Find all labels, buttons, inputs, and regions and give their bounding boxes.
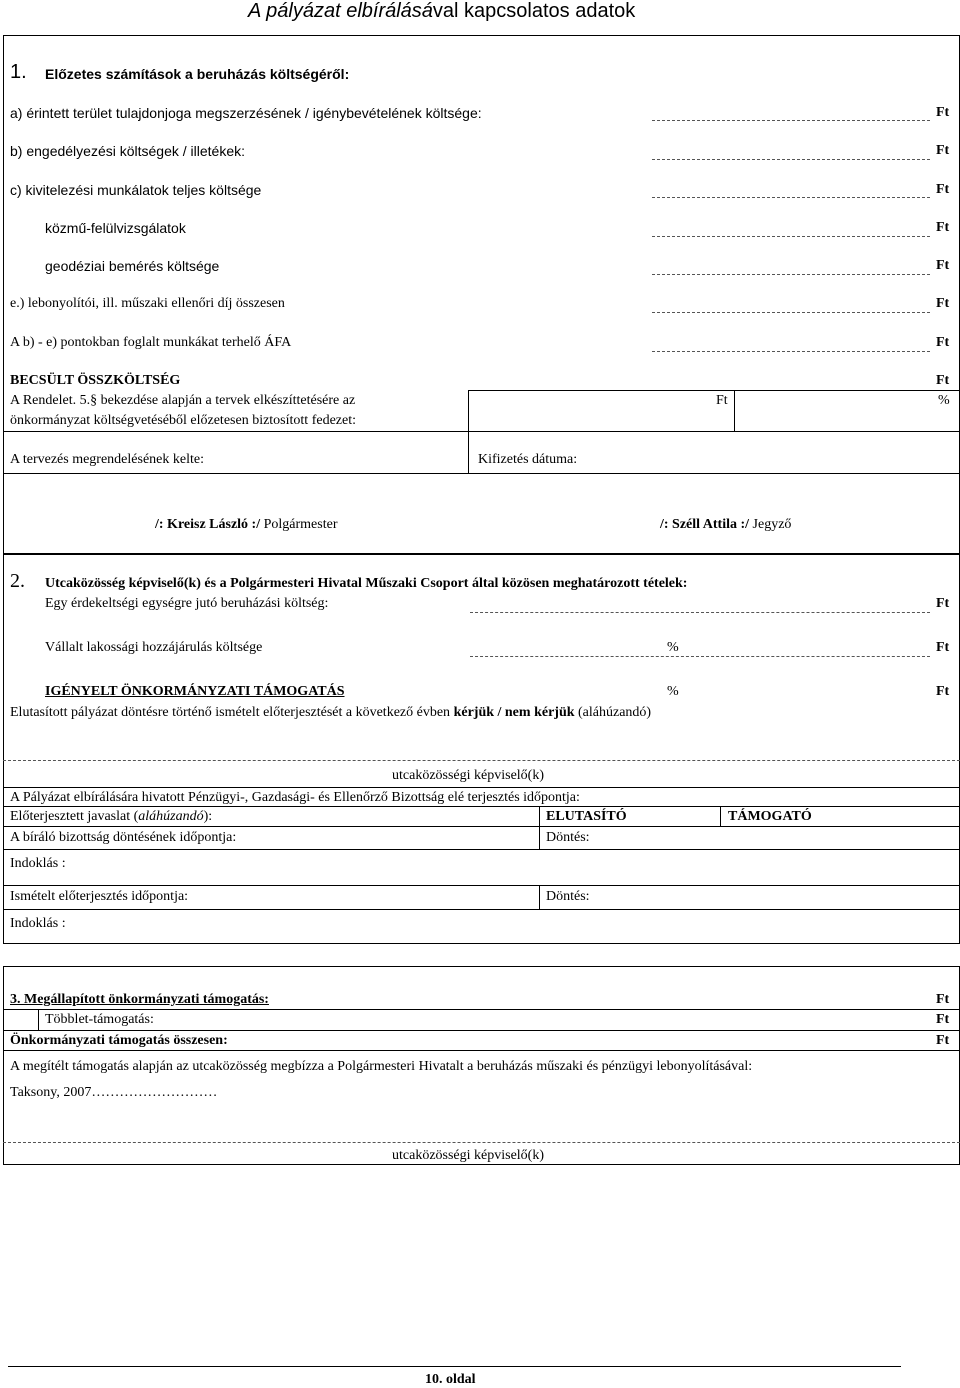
row-vat-currency: Ft [936,335,950,350]
resubmit-text: Elutasított pályázat döntésre történő ismételt előterjesztését a következő évben kérjük / nem kérjük (aláhúzandó) [10,705,652,720]
committee-bottom-line [3,806,960,807]
contribution-currency: Ft [936,640,950,655]
resub-date-label: Ismételt előterjesztés időpontja: [10,889,189,904]
reason-bottom-line [3,885,960,886]
row-e-currency: Ft [936,296,950,311]
approve-option: TÁMOGATÓ [728,809,812,824]
reason-label: Indoklás : [10,856,66,871]
row-c2-currency: Ft [936,258,950,273]
total-cost-currency: Ft [936,373,950,388]
section-2-heading: Utcaközösség képviselő(k) és a Polgármesteri Hivatal Műszaki Csoport által közösen meghatározott tételek: [45,576,688,591]
row-a-label: a) érintett terület tulajdonjoga megszerzésének / igénybevételének költsége: [10,105,482,121]
row-e-line [652,312,930,313]
page-title: A pályázat elbírálásával kapcsolatos adatok [248,0,636,22]
signature-mayor: /: Kreisz László :/ Polgármester [155,517,338,532]
total-cost-label: BECSÜLT ÖSSZKÖLTSÉG [10,373,181,388]
decision-bottom-line [3,849,960,850]
row-c-line [652,197,930,198]
pay-date-label: Kifizetés dátuma: [478,452,578,467]
s3-line-1 [3,1009,960,1010]
unit-cost-label: Egy érdekeltségi egységre jutó beruházási költség: [45,596,329,611]
rendelet-text-1: A Rendelet. 5.§ bekezdése alapján a tervek elkészíttetésére az [10,393,356,408]
section-1-heading: Előzetes számítások a beruházás költségéről: [45,66,350,82]
row-b-label: b) engedélyezési költségek / illetékek: [10,143,246,159]
row-c1-currency: Ft [936,220,950,235]
s3-rep-label: utcaközösségi képviselő(k) [392,1148,545,1163]
reject-option: ELUTASÍTÓ [546,809,627,824]
unit-cost-line [470,612,930,613]
row-a-currency: Ft [936,105,950,120]
extra-divider-left [38,1009,39,1030]
s3-heading-currency: Ft [936,992,950,1007]
s3-total-label: Önkormányzati támogatás összesen: [10,1033,228,1048]
s3-signature-line [3,1142,960,1143]
contribution-percent: % [667,640,679,655]
reason2-label: Indoklás : [10,916,66,931]
row-c-currency: Ft [936,182,950,197]
s3-text: A megítélt támogatás alapján az utcaközösség megbízza a Polgármesteri Hivatalt a beruházás műszaki és pénzügyi lebonyolításával: [10,1059,753,1074]
row-c1-label: közmű-felülvizsgálatok [45,220,186,236]
row-b-currency: Ft [936,143,950,158]
contribution-line [470,656,930,657]
rendelet-bottom-line [3,431,960,432]
rep-bottom-line [3,787,960,788]
date-row-bottom-line [3,473,960,474]
rendelet-percent: % [938,393,950,408]
section-3-heading: 3. Megállapított önkormányzati támogatás: [10,992,269,1007]
footer-line [8,1366,901,1367]
row-c-label: c) kivitelezési munkálatok teljes költsége [10,182,262,198]
row-b-line [652,159,930,160]
rendelet-top-line [468,390,960,391]
rep-signature-line [3,760,960,761]
unit-cost-currency: Ft [936,596,950,611]
row-a-line [652,120,930,121]
order-date-label: A tervezés megrendelésének kelte: [10,452,204,467]
page-number: 10. oldal [425,1372,476,1387]
resub-bottom-line [3,909,960,910]
section-1-number: 1. [10,61,27,83]
s3-line-3 [3,1050,960,1051]
extra-currency: Ft [936,1012,950,1027]
decision2-label: Döntés: [546,889,590,904]
committee-label: A Pályázat elbírálására hivatott Pénzügyi-, Gazdasági- és Ellenőrző Bizottság elé terjesztés időpontja: [10,790,580,805]
extra-label: Többlet-támogatás: [45,1012,154,1027]
decision-date-label: A bíráló bizottság döntésének időpontja: [10,830,237,845]
grid-divider-1 [539,806,540,849]
row-vat-label: A b) - e) pontokban foglalt munkákat terhelő ÁFA [10,335,292,350]
row-e-label: e.) lebonyolítói, ill. műszaki ellenőri díj összesen [10,296,285,311]
s3-total-currency: Ft [936,1033,950,1048]
row-c2-line [652,274,930,275]
s3-line-2 [3,1030,960,1031]
row-c2-label: geodéziai bemérés költsége [45,258,220,274]
decision-label: Döntés: [546,830,590,845]
proposal-label: Előterjesztett javaslat (aláhúzandó): [10,809,213,824]
support-currency: Ft [936,684,950,699]
rep-label: utcaközösségi képviselő(k) [392,768,545,783]
signature-notary: /: Széll Attila :/ Jegyző [660,517,792,532]
section-2-number: 2. [10,570,25,592]
s3-place-date: Taksony, 2007……………………… [10,1085,218,1100]
support-percent: % [667,684,679,699]
support-label: IGÉNYELT ÖNKORMÁNYZATI TÁMOGATÁS [45,684,345,699]
resub-divider [539,885,540,909]
row-vat-line [652,351,930,352]
row-c1-line [652,236,930,237]
rendelet-divider-2 [734,390,735,431]
rendelet-text-2: önkormányzat költségvetéséből előzetesen biztosított fedezet: [10,413,356,428]
grid-divider-2 [720,806,721,826]
proposal-bottom-line [3,826,960,827]
contribution-label: Vállalt lakossági hozzájárulás költsége [45,640,263,655]
rendelet-currency: Ft [716,393,728,408]
